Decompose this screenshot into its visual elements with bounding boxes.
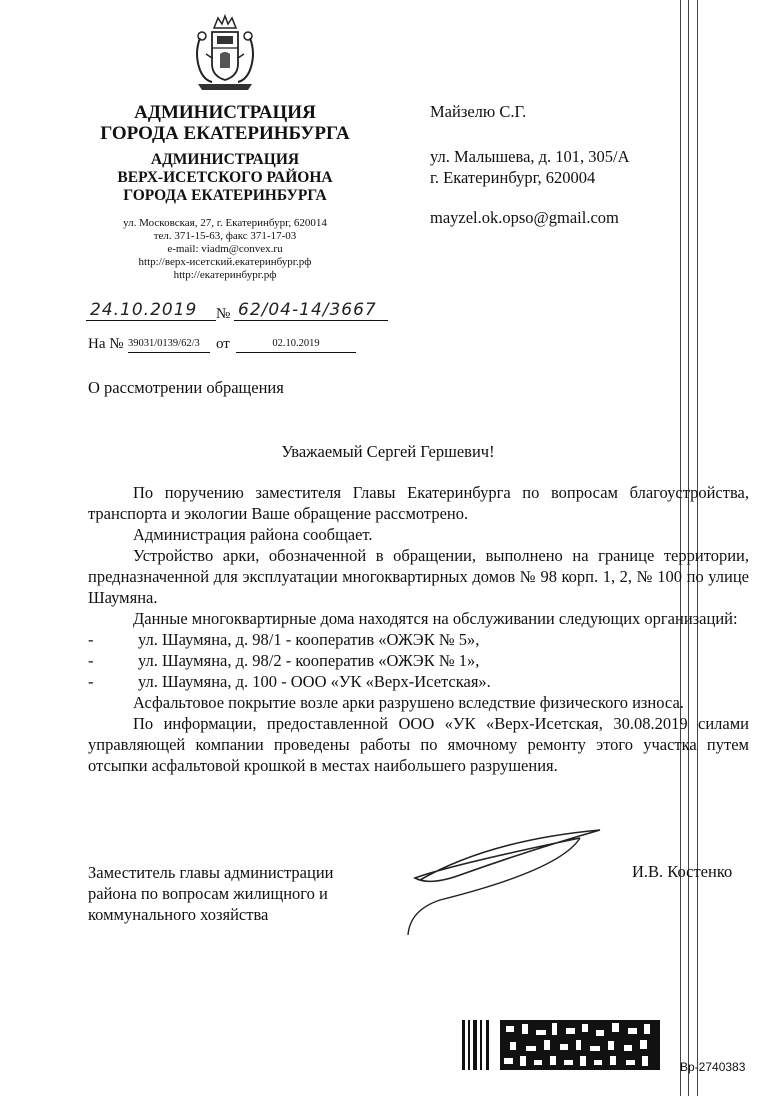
signatory-position: Заместитель главы администрации района по вопросам жилищного и коммунального хозяйства xyxy=(88,863,334,924)
list-item: - ул. Шаумяна, д. 98/1 - кооператив «ОЖЭК № 5», xyxy=(88,630,480,649)
registration-code: Вр-2740383 xyxy=(680,1060,746,1074)
contact-phone: тел. 371-15-63, факс 371-17-03 xyxy=(153,230,297,242)
admin-district-line-1: АДМИНИСТРАЦИЯ xyxy=(150,151,300,168)
admin-district-line-3: ГОРОДА ЕКАТЕРИНБУРГА xyxy=(123,187,327,204)
body-paragraph: Администрация района сообщает. xyxy=(133,525,373,544)
handwritten-signature xyxy=(330,820,630,940)
ref-label: На № xyxy=(88,336,124,352)
recipient-address-line-1: ул. Малышева, д. 101, 305/А xyxy=(430,147,630,166)
recipient-address-line-2: г. Екатеринбург, 620004 xyxy=(430,168,596,187)
letter-number: 62/04-14/3667 xyxy=(234,300,388,321)
letter-date: 24.10.2019 xyxy=(86,300,216,321)
ref-date: 02.10.2019 xyxy=(236,338,356,353)
body-paragraph: Устройство арки, обозначенной в обращении, выполнено на границе территории, предназначенной для эксплуатации многоквартирных домов № 98 корп. 1, 2, № 100 по улице Шаумяна. xyxy=(88,546,749,607)
ref-number: 39031/0139/62/3 xyxy=(128,338,210,353)
contact-site-city: http://екатеринбург.рф xyxy=(173,269,277,281)
number-label: № xyxy=(216,306,231,322)
body-paragraph: По поручению заместителя Главы Екатеринбурга по вопросам благоустройства, транспорта и экологии Ваше обращение рассмотрено. xyxy=(88,483,749,523)
contact-address: ул. Московская, 27, г. Екатеринбург, 620014 xyxy=(123,217,327,229)
list-item: - ул. Шаумяна, д. 100 - ООО «УК «Верх-Исетская». xyxy=(88,672,491,691)
datamatrix-barcode xyxy=(462,1020,662,1070)
recipient-email: mayzel.ok.opso@gmail.com xyxy=(430,208,619,227)
contact-site-district: http://верх-исетский.екатеринбург.рф xyxy=(138,256,312,268)
greeting: Уважаемый Сергей Гершевич! xyxy=(281,442,495,461)
body-paragraph: Асфальтовое покрытие возле арки разрушено вследствие физического износа. xyxy=(133,693,684,712)
contact-email: e-mail: viadm@convex.ru xyxy=(167,243,283,255)
admin-city-line-2: ГОРОДА ЕКАТЕРИНБУРГА xyxy=(100,123,350,144)
list-item: - ул. Шаумяна, д. 98/2 - кооператив «ОЖЭК № 1», xyxy=(88,651,480,670)
signatory-name: И.В. Костенко xyxy=(632,862,733,881)
letter-body xyxy=(88,482,749,776)
body-paragraph: Данные многоквартирные дома находятся на обслуживании следующих организаций: xyxy=(133,609,738,628)
from-label: от xyxy=(216,336,230,352)
admin-district-line-2: ВЕРХ-ИСЕТСКОГО РАЙОНА xyxy=(117,169,333,186)
city-coat-of-arms-icon xyxy=(190,14,260,96)
subject-line: О рассмотрении обращения xyxy=(88,378,284,397)
recipient-name: Майзелю С.Г. xyxy=(430,102,527,121)
body-paragraph: По информации, предоставленной ООО «УК «Верх-Исетская, 30.08.2019 силами управляющей компании проведены работы по ямочному ремонту этого участка путем отсыпки асфальтовой крошкой в местах наибольшего разрушения. xyxy=(88,714,749,775)
admin-city-line-1: АДМИНИСТРАЦИЯ xyxy=(134,102,316,123)
